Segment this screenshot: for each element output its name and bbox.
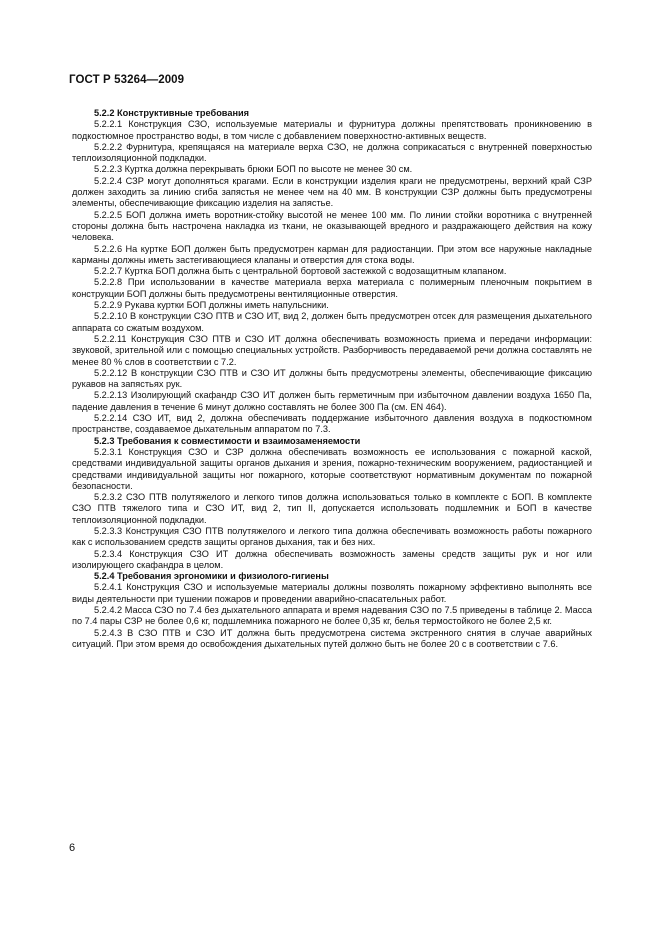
paragraph: 5.2.2.1 Конструкция СЗО, используемые материалы и фурнитура должны препятствовать проникновению в подкостюмное пространство воды, в том числе с добавлением поверхностно-активных веществ. <box>72 119 592 141</box>
paragraph: 5.2.4.3 В СЗО ПТВ и СЗО ИТ должна быть предусмотрена система экстренного снятия в случае аварийных ситуаций. При этом время до освобождения дыхательных путей должно быть не более 20 с в соответствии с 7.6. <box>72 627 592 649</box>
paragraph: 5.2.2.12 В конструкции СЗО ПТВ и СЗО ИТ должны быть предусмотрены элементы, обеспечивающие фиксацию рукавов на запястьях рук. <box>72 367 592 390</box>
section-heading: 5.2.2 Конструктивные требования <box>94 108 249 118</box>
paragraph: 5.2.2.2 Фурнитура, крепящаяся на материале верха СЗО, не должна соприкасаться с внутренней поверхностью теплоизоляционной подкладки. <box>72 141 592 164</box>
paragraph: 5.2.2.5 БОП должна иметь воротник-стойку высотой не менее 100 мм. По линии стойки воротника с внутренней стороны должна быть настрочена накладка из ткани, не оказывающей вредного и раздражающего действия на кожу человека. <box>72 209 592 243</box>
paragraph: 5.2.2.7 Куртка БОП должна быть с центральной бортовой застежкой с водозащитным клапаном. <box>94 266 507 277</box>
paragraph: 5.2.4.1 Конструкция СЗО и используемые материалы должны позволять пожарному эффективно выполнять все виды деятельности при тушении пожаров и проведении аварийно-спасательных работ. <box>72 582 592 604</box>
paragraph: 5.2.3.2 СЗО ПТВ полутяжелого и легкого типов должна использоваться только в комплекте с БОП. В комплекте СЗО ПТВ тяжелого типа и СЗО ИТ, вид 2, тип II, допускается использовать подшлемник и БОП в качестве теплоизоляционной подкладки. <box>72 492 592 525</box>
paragraph: 5.2.2.4 СЗР могут дополняться крагами. Если в конструкции изделия краги не предусмотрены, верхний край СЗР должен заходить за линию сгиба запястья не менее чем на 40 мм. В конструкции СЗР должны быть предусмотрены элементы, обеспечивающие фиксацию изделия на запястье. <box>72 175 592 209</box>
paragraph: 5.2.2.10 В конструкции СЗО ПТВ и СЗО ИТ, вид 2, должен быть предусмотрен отсек для размещения дыхательного аппарата со сжатым воздухом. <box>72 311 592 333</box>
paragraph: 5.2.2.11 Конструкция СЗО ПТВ и СЗО ИТ должна обеспечивать возможность приема и передачи информации: звуковой, зрительной или с помощью специальных устройств. Разборчивость передаваемой речи должна составлять не менее 80 % слов в соответствии с 7.2. <box>72 333 592 367</box>
paragraph: 5.2.3.4 Конструкция СЗО ИТ должна обеспечивать возможность замены средств защиты рук и ног или изолирующего скафандра в целом. <box>72 548 592 570</box>
paragraph: 5.2.2.14 СЗО ИТ, вид 2, должна обеспечивать поддержание избыточного давления воздуха в подкостюмном пространстве, создаваемое дыхательным аппаратом по 7.3. <box>72 413 592 435</box>
paragraph: 5.2.3.1 Конструкция СЗО и СЗР должна обеспечивать возможность ее использования с пожарной каской, средствами индивидуальной защиты органов дыхания и зрения, пожарно-техническим вооружением, радиостанцией и средствами индивидуальной защиты ног пожарного, которые соответствуют нормативным документам по пожарной безопасности. <box>72 446 592 491</box>
paragraph: 5.2.2.6 На куртке БОП должен быть предусмотрен карман для радиостанции. При этом все наружные накладные карманы должны иметь застегивающиеся клапаны и отверстия для стока воды. <box>72 243 592 265</box>
section-heading: 5.2.4 Требования эргономики и физиолого-гигиены <box>94 571 329 582</box>
paragraph: 5.2.4.2 Масса СЗО по 7.4 без дыхательного аппарата и время надевания СЗО по 7.5 приведены в таблице 2. Масса по 7.4 пары СЗР не более 0,6 кг, подшлемника пожарного не более 0,35 кг, белья термостойкого не более 2,5 кг. <box>72 605 592 627</box>
section-heading: 5.2.3 Требования к совместимости и взаимозаменяемости <box>94 435 361 446</box>
page-header: ГОСТ Р 53264—2009 <box>69 74 185 86</box>
paragraph: 5.2.2.13 Изолирующий скафандр СЗО ИТ должен быть герметичным при избыточном давлении воздуха 1650 Па, падение давления в течение 6 минут должно составлять не более 300 Па (см. EN 464). <box>72 390 592 412</box>
paragraph: 5.2.3.3 Конструкция СЗО ПТВ полутяжелого и легкого типа должна обеспечивать возможность работы пожарного как с использованием средств защиты органов дыхания, так и без них. <box>72 525 592 548</box>
paragraph: 5.2.2.3 Куртка должна перекрывать брюки БОП по высоте не менее 30 см. <box>94 164 413 175</box>
page-number: 6 <box>69 842 76 854</box>
paragraph: 5.2.2.9 Рукава куртки БОП должны иметь напульсники. <box>94 300 329 311</box>
paragraph: 5.2.2.8 При использовании в качестве материала верха материала с полимерным пленочным покрытием в конструкции БОП должны быть предусмотрены вентиляционные отверстия. <box>72 277 592 299</box>
document-body <box>72 108 592 650</box>
